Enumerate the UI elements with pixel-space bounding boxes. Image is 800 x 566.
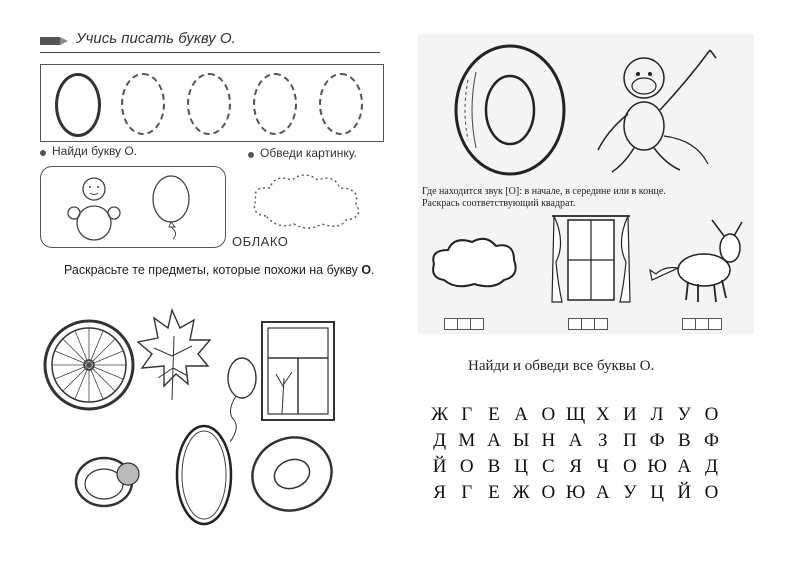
grid-letter[interactable]: Д [433,430,447,451]
grid-letter[interactable]: У [623,482,637,503]
grid-letter[interactable]: Е [488,404,500,425]
grid-letter[interactable]: Й [677,482,692,503]
grid-letter[interactable]: О [459,456,474,477]
grid-letter[interactable]: Н [541,430,556,451]
grid-letter[interactable]: Ы [512,430,530,451]
grid-letter[interactable]: А [487,430,501,451]
instruction-period: . [371,263,375,277]
tracing-oval-3[interactable] [253,73,297,135]
grid-letter[interactable]: Ф [649,430,665,451]
cloud-icon[interactable] [428,232,520,292]
traced-letter-o-example[interactable] [55,73,101,137]
find-letter-box [40,166,226,248]
tracing-oval-1[interactable] [121,73,165,135]
find-letter-label: Найди букву О. [52,144,138,158]
grid-letter[interactable]: А [514,404,529,425]
sound-squares-window [568,318,607,330]
grid-letter[interactable]: Ж [512,482,530,503]
color-square-text: Раскрась соответствующий квадрат. [422,198,576,209]
cloud-word: ОБЛАКО [232,234,289,249]
window-with-curtains-icon[interactable] [548,212,634,306]
square-end[interactable] [594,318,608,330]
grid-letter[interactable]: Д [704,456,718,477]
square-beginning[interactable] [444,318,458,330]
monkey-icon[interactable] [588,40,738,182]
grid-letter[interactable]: О [623,456,637,477]
trace-picture-label: Обведи картинку. [260,146,357,160]
square-end[interactable] [708,318,722,330]
letter-grid-row-3 [426,456,725,478]
sound-squares-donkey [682,318,721,330]
square-beginning[interactable] [682,318,696,330]
big-letter-o-icon[interactable] [448,40,572,180]
grid-letter[interactable]: О [541,404,556,425]
grid-letter[interactable]: Ю [565,482,586,503]
letter-grid-row-2 [426,430,725,452]
tracing-oval-4[interactable] [319,73,363,135]
maple-leaf-icon[interactable] [132,306,216,402]
grid-letter[interactable]: О [541,482,556,503]
grid-letter[interactable]: О [704,404,719,425]
title-underline [40,52,380,53]
grid-letter[interactable]: Щ [565,404,586,425]
grid-letter[interactable]: А [677,456,692,477]
letter-grid-row-1 [426,404,725,426]
ring-icon[interactable] [70,444,150,514]
square-end[interactable] [470,318,484,330]
roly-poly-doll-icon[interactable] [65,173,123,243]
grid-letter[interactable]: Ю [647,456,667,477]
grid-letter[interactable]: Ц [514,456,529,477]
grid-letter[interactable]: М [458,430,476,451]
letter-grid-row-4 [426,482,725,504]
square-middle[interactable] [457,318,471,330]
pencil-icon [40,36,68,46]
grid-letter[interactable]: О [704,482,719,503]
grid-letter[interactable]: Я [569,456,582,477]
grid-letter[interactable]: А [568,430,583,451]
grid-letter[interactable]: Й [432,456,447,477]
grid-letter[interactable]: З [597,430,608,451]
sound-question-text: Где находится звук [О]: в начале, в середине или в конце. [422,186,666,197]
grid-letter[interactable]: Ц [650,482,664,503]
page-title: Учись писать букву О. [76,30,236,47]
grid-letter[interactable]: И [623,404,637,425]
grid-letter[interactable]: П [623,430,637,451]
square-beginning[interactable] [568,318,582,330]
bullet-trace-picture [248,152,254,158]
letter-tracing-box [40,64,384,142]
sound-squares-cloud [444,318,483,330]
grid-letter[interactable]: У [677,404,691,425]
square-middle[interactable] [581,318,595,330]
grid-letter[interactable]: Г [461,482,473,503]
grid-letter[interactable]: Я [433,482,446,503]
grid-letter[interactable]: В [677,430,691,451]
find-all-letters-title: Найди и обведи все буквы О. [468,358,655,374]
grid-letter[interactable]: Ф [703,430,719,451]
grid-letter[interactable]: А [595,482,610,503]
tracing-oval-2[interactable] [187,73,231,135]
sound-position-question [422,186,752,210]
grid-letter[interactable]: Х [595,404,610,425]
square-middle[interactable] [695,318,709,330]
wheel-icon[interactable] [42,318,136,412]
instruction-letter: О [361,263,372,277]
lifebuoy-icon[interactable] [246,430,336,518]
donkey-icon[interactable] [648,218,748,304]
grid-letter[interactable]: Ж [431,404,449,425]
grid-letter[interactable]: Л [650,404,664,425]
dotted-cloud-icon[interactable] [248,168,368,232]
instruction-text: Раскрасьте те предметы, которые похожи на букву [64,263,362,277]
grid-letter[interactable]: Е [488,482,500,503]
grid-letter[interactable]: Г [461,404,473,425]
grid-letter[interactable]: В [487,456,501,477]
window-icon[interactable] [258,318,340,424]
bullet-find-letter [40,150,46,156]
grid-letter[interactable]: Ч [596,456,609,477]
coloring-instruction [64,262,380,279]
balloon-icon[interactable] [149,173,195,243]
grid-letter[interactable]: С [542,456,555,477]
oval-frame-icon[interactable] [172,422,236,528]
